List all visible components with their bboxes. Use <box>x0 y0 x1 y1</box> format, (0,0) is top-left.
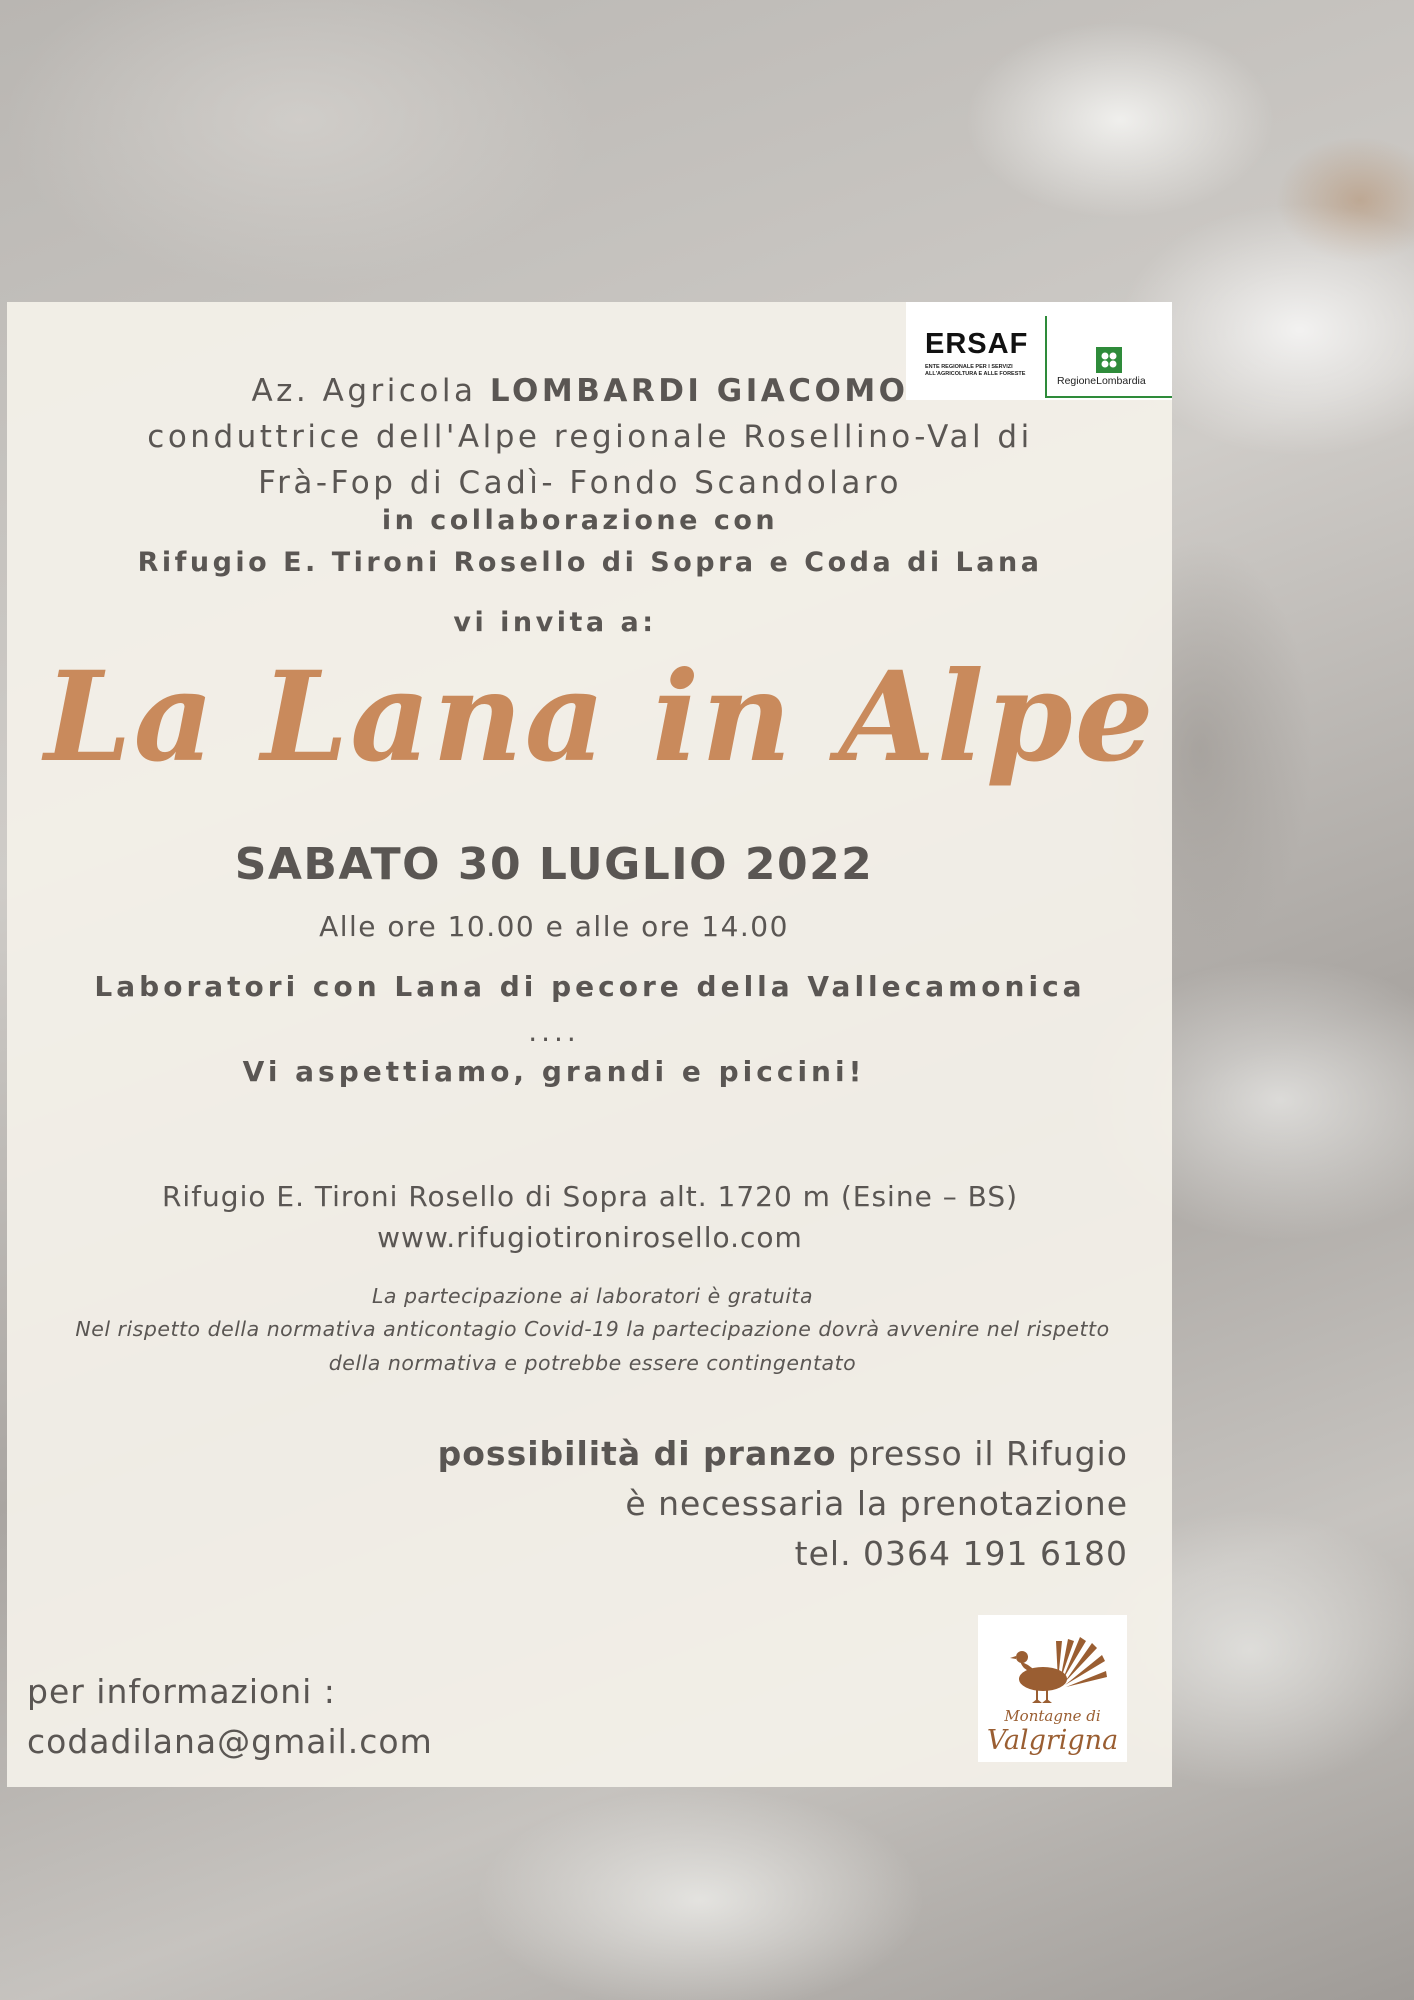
valgrigna-logo-line-2: Valgrigna <box>986 1725 1119 1756</box>
invite-text: vi invita a: <box>453 607 657 638</box>
regione-lombardia-logo-text: RegioneLombardia <box>1057 375 1146 387</box>
lunch-line-1 <box>438 1434 1128 1473</box>
location-address: Rifugio E. Tironi Rosello di Sopra alt. 1720 m (Esine – BS) <box>161 1180 1019 1213</box>
regione-lombardia-rose-icon <box>1096 347 1122 373</box>
ersaf-logo-text: ERSAF <box>925 328 1029 360</box>
event-hours: Alle ore 10.00 e alle ore 14.00 <box>319 910 789 943</box>
header-line-3: Frà-Fop di Cadì- Fondo Scandolaro <box>258 465 902 501</box>
note-covid-1: Nel rispetto della normativa anticontagio Covid-19 la partecipazione dovrà avvenire nel rispetto <box>75 1317 1110 1341</box>
event-title: La Lana in Alpe <box>44 645 1156 790</box>
note-covid-2: della normativa e potrebbe essere contingentato <box>328 1351 857 1375</box>
welcome-text: Vi aspettiamo, grandi e piccini! <box>242 1055 866 1088</box>
website-link[interactable]: www.rifugiotironirosello.com <box>377 1221 803 1254</box>
lunch-phone[interactable]: tel. 0364 191 6180 <box>794 1534 1128 1573</box>
collaboration-text: in collaborazione con <box>381 505 779 536</box>
farm-label: Az. Agricola <box>251 373 490 409</box>
header-line-1 <box>80 373 1080 409</box>
event-date: SABATO 30 LUGLIO 2022 <box>234 839 874 890</box>
farm-name: LOMBARDI GIACOMO <box>489 373 909 409</box>
grouse-bird-icon <box>998 1621 1110 1709</box>
montagne-valgrigna-logo <box>978 1615 1127 1762</box>
workshop-description: Laboratori con Lana di pecore della Vallecamonica <box>94 970 1086 1003</box>
ersaf-logo-subtitle: ENTE REGIONALE PER I SERVIZI ALL'AGRICOLTURA E ALLE FORESTE <box>925 364 1026 377</box>
partners-text: Rifugio E. Tironi Rosello di Sopra e Coda di Lana <box>137 547 1043 578</box>
info-email[interactable]: codadilana@gmail.com <box>27 1722 433 1761</box>
lunch-rest: presso il Rifugio <box>836 1434 1128 1473</box>
info-label: per informazioni : <box>27 1672 336 1711</box>
valgrigna-logo-line-1: Montagne di <box>1004 1707 1101 1725</box>
header-line-2: conduttrice dell'Alpe regionale Rosellino-Val di <box>147 419 1033 455</box>
lunch-reservation: è necessaria la prenotazione <box>625 1484 1128 1523</box>
lunch-bold: possibilità di pranzo <box>437 1434 837 1473</box>
ellipsis-separator: .... <box>528 1015 580 1048</box>
note-free-participation: La partecipazione ai laboratori è gratuita <box>371 1284 814 1308</box>
